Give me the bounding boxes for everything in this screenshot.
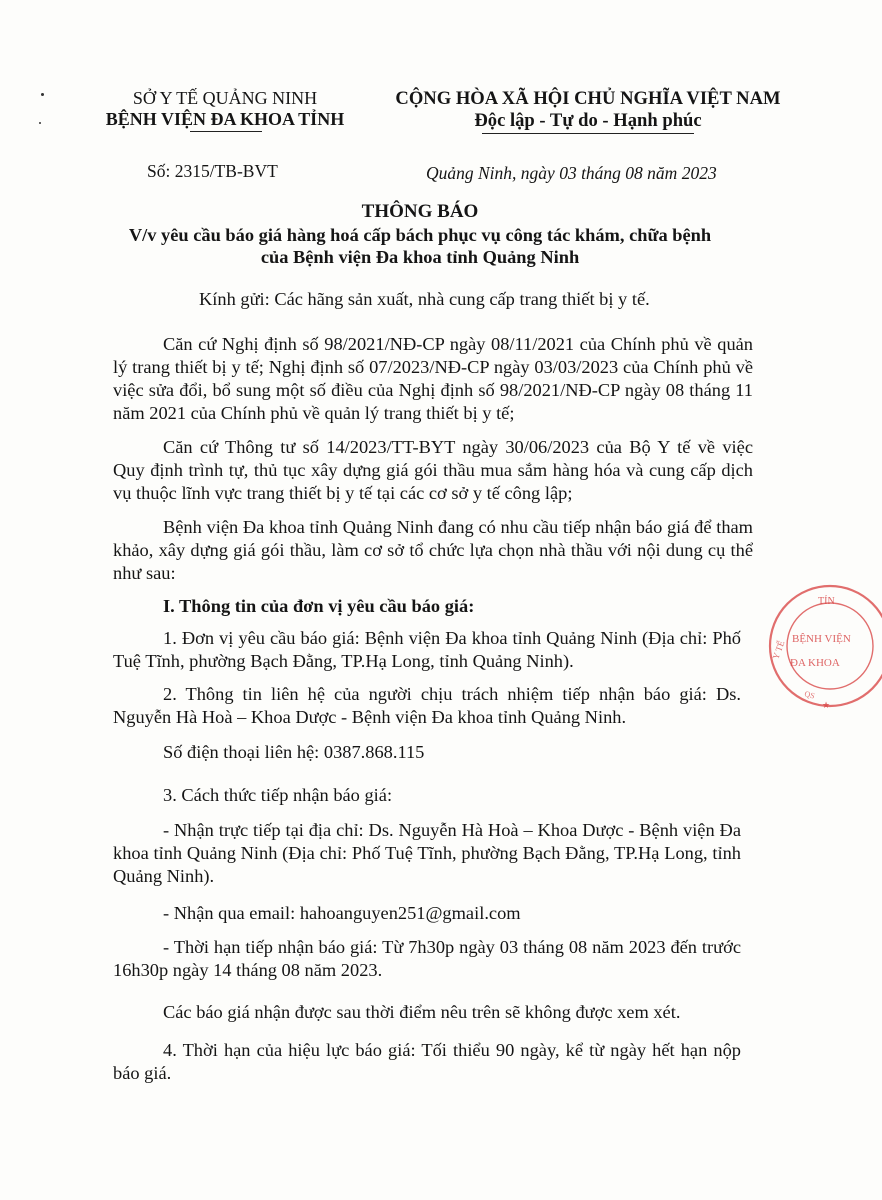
notice-title: THÔNG BÁO bbox=[361, 201, 479, 222]
country-name: CỘNG HÒA XÃ HỘI CHỦ NGHĨA VIỆT NAM bbox=[395, 88, 781, 109]
document-number: Số: 2315/TB-BVT bbox=[147, 161, 278, 181]
notice-subject-line1: V/v yêu cầu báo giá hàng hoá cấp bách phục vụ công tác khám, chữa bệnh bbox=[128, 225, 712, 245]
email-receipt-item: - Nhận qua email: hahoanguyen251@gmail.com bbox=[163, 903, 521, 923]
stamp-arc-top: TỈN bbox=[818, 596, 835, 607]
contact-phone: Số điện thoại liên hệ: 0387.868.115 bbox=[163, 742, 425, 762]
stamp-star-icon: ★ bbox=[822, 701, 831, 711]
section-heading-1: I. Thông tin của đơn vị yêu cầu báo giá: bbox=[163, 596, 475, 616]
notice-subject-line2: của Bệnh viện Đa khoa tỉnh Quảng Ninh bbox=[260, 247, 580, 267]
stamp-arc-left: Y TẾ bbox=[770, 639, 787, 661]
recipient-line: Kính gửi: Các hãng sản xuất, nhà cung cấp trang thiết bị y tế. bbox=[199, 289, 650, 309]
hospital-name: BỆNH VIỆN ĐA KHOA TỈNH bbox=[105, 109, 345, 129]
purpose-paragraph: Bệnh viện Đa khoa tỉnh Quảng Ninh đang có nhu cầu tiếp nhận báo giá để tham khảo, xây dựng giá gói thầu, làm cơ sở tổ chức lựa chọn nhà thầu với nội dung cụ thể như sau: bbox=[113, 517, 753, 583]
agency-name: SỞ Y TẾ QUẢNG NINH bbox=[132, 88, 318, 108]
requesting-unit-item: 1. Đơn vị yêu cầu báo giá: Bệnh viện Đa khoa tỉnh Quảng Ninh (Địa chỉ: Phố Tuệ Tĩnh, phường Bạch Đằng, TP.Hạ Long, tỉnh Quảng Ninh). bbox=[113, 628, 741, 671]
receiving-method-item: 3. Cách thức tiếp nhận báo giá: bbox=[163, 785, 393, 805]
official-stamp bbox=[762, 582, 882, 712]
stamp-line-2: ĐA KHOA bbox=[790, 657, 840, 669]
direct-receipt-item: - Nhận trực tiếp tại địa chỉ: Ds. Nguyễn Hà Hoà – Khoa Dược - Bệnh viện Đa khoa tỉnh Quảng Ninh (Địa chỉ: Phố Tuệ Tĩnh, phường Bạch Đằng, TP.Hạ Long, tỉnh Quảng Ninh). bbox=[113, 820, 741, 886]
national-motto: Độc lập - Tự do - Hạnh phúc bbox=[474, 110, 702, 131]
legal-basis-paragraph-1: Căn cứ Nghị định số 98/2021/NĐ-CP ngày 08/11/2021 của Chính phủ về quản lý trang thiết bị y tế; Nghị định số 07/2023/NĐ-CP ngày 03/03/2023 của Chính phủ về việc sửa đổi, bổ sung một số điều của Nghị định số 98/2021/NĐ-CP ngày 08 tháng 11 năm 2021 của Chính phủ về quản lý trang thiết bị y tế; bbox=[113, 334, 753, 423]
place-date: Quảng Ninh, ngày 03 tháng 08 năm 2023 bbox=[426, 163, 717, 183]
stamp-arc-bottom: QS bbox=[803, 689, 816, 701]
validity-period-item: 4. Thời hạn của hiệu lực báo giá: Tối thiểu 90 ngày, kể từ ngày hết hạn nộp báo giá. bbox=[113, 1040, 741, 1083]
scan-speck bbox=[39, 122, 41, 124]
header-right-underline bbox=[482, 133, 694, 134]
header-left-underline bbox=[190, 131, 262, 132]
contact-person-item: 2. Thông tin liên hệ của người chịu trách nhiệm tiếp nhận báo giá: Ds. Nguyễn Hà Hoà – Khoa Dược - Bệnh viện Đa khoa tỉnh Quảng Ninh. bbox=[113, 684, 741, 727]
deadline-item: - Thời hạn tiếp nhận báo giá: Từ 7h30p ngày 03 tháng 08 năm 2023 đến trước 16h30p ngày 14 tháng 08 năm 2023. bbox=[113, 937, 741, 980]
late-submission-note: Các báo giá nhận được sau thời điểm nêu trên sẽ không được xem xét. bbox=[163, 1002, 681, 1022]
scan-speck bbox=[41, 93, 44, 96]
legal-basis-paragraph-2: Căn cứ Thông tư số 14/2023/TT-BYT ngày 30/06/2023 của Bộ Y tế về việc Quy định trình tự, thủ tục xây dựng giá gói thầu mua sắm hàng hóa và cung cấp dịch vụ thuộc lĩnh vực trang thiết bị y tế tại các cơ sở y tế công lập; bbox=[113, 437, 753, 503]
stamp-line-1: BỆNH VIỆN bbox=[792, 633, 851, 645]
